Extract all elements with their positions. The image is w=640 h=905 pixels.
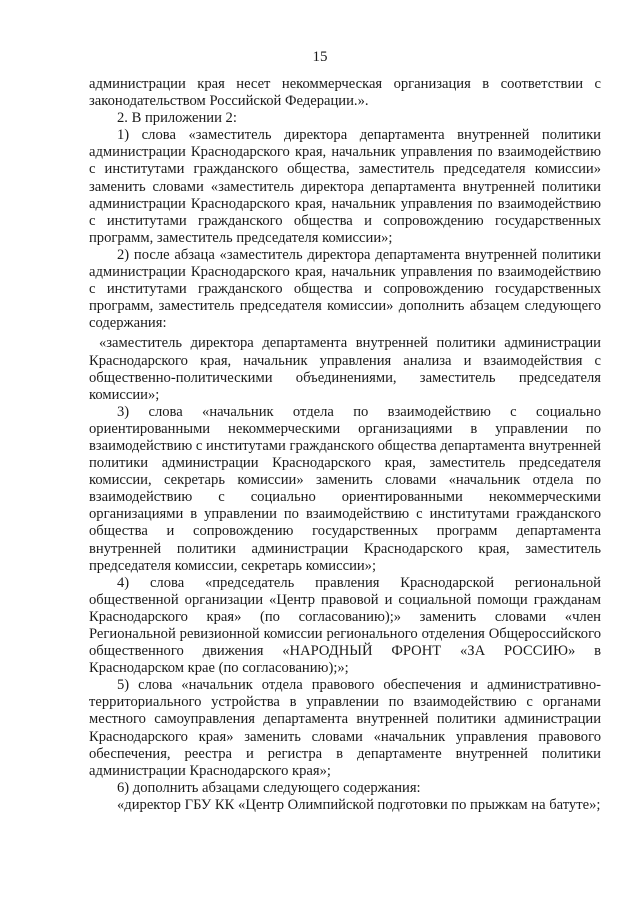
paragraph-subitem-2: 2) после абзаца «заместитель директора департамента внутренней политики администрации Краснодарского края, начальник управления по взаимодействию с институтами гражданского общества и сопровождению государственных программ, заместитель председателя комиссии» дополнить абзацем следующего содержания: [89, 246, 601, 332]
paragraph-subitem-6: 6) дополнить абзацами следующего содержания: [117, 779, 421, 796]
document-body [89, 76, 601, 814]
paragraph-quoted-addition: «заместитель директора департамента внутренней политики администрации Краснодарского края, начальник управления анализа и взаимодействия с общественно-политическими объединениями, заместитель председателя комиссии»; [89, 335, 601, 403]
paragraph-quoted-director: «директор ГБУ КК «Центр Олимпийской подготовки по прыжкам на батуте»; [117, 796, 601, 813]
page-number: 15 [312, 49, 328, 65]
paragraph-continuation: администрации края несет некоммерческая организация в соответствии с законодательством Российской Федерации.». [89, 76, 601, 110]
paragraph-subitem-3: 3) слова «начальник отдела по взаимодействию с социально ориентированными некоммерческими организациями в управлении по взаимодействию с институтами гражданского общества департамента внутренней политики администрации Краснодарского края, заместитель председателя комиссии, секретарь комиссии» заменить словами «начальник отдела по взаимодействию с социально ориентированными некоммерческими организациями в управлении по взаимодействию с институтами гражданского общества и сопровождению государственных программ департамента внутренней политики администрации Краснодарского края, заместитель председателя комиссии, секретарь комиссии»; [89, 403, 601, 574]
paragraph-subitem-5: 5) слова «начальник отдела правового обеспечения и административно-территориального устройства в управлении по взаимодействию с органами местного самоуправления департамента внутренней политики администрации Краснодарского края» заменить словами «начальник управления правового обеспечения, реестра и регистра в департаменте внутренней политики администрации Краснодарского края»; [89, 677, 601, 779]
paragraph-subitem-4: 4) слова «председатель правления Краснодарской региональной общественной организации «Центр правовой и социальной помощи гражданам Краснодарского края» (по согласованию);» заменить словами «член Региональной ревизионной комиссии регионального отделения Общероссийского общественного движения «НАРОДНЫЙ ФРОНТ «ЗА РОССИЮ» в Краснодарском крае (по согласованию);»; [89, 574, 601, 677]
paragraph-subitem-1: 1) слова «заместитель директора департамента внутренней политики администрации Краснодарского края, начальник управления по взаимодействию с институтами гражданского общества, заместитель председателя комиссии» заменить словами «заместитель директора департамента внутренней политики администрации Краснодарского края, начальник управления по взаимодействию с институтами гражданского общества и сопровождению государственных программ, заместитель председателя комиссии»; [89, 127, 601, 246]
paragraph-item-2-heading: 2. В приложении 2: [117, 110, 237, 127]
